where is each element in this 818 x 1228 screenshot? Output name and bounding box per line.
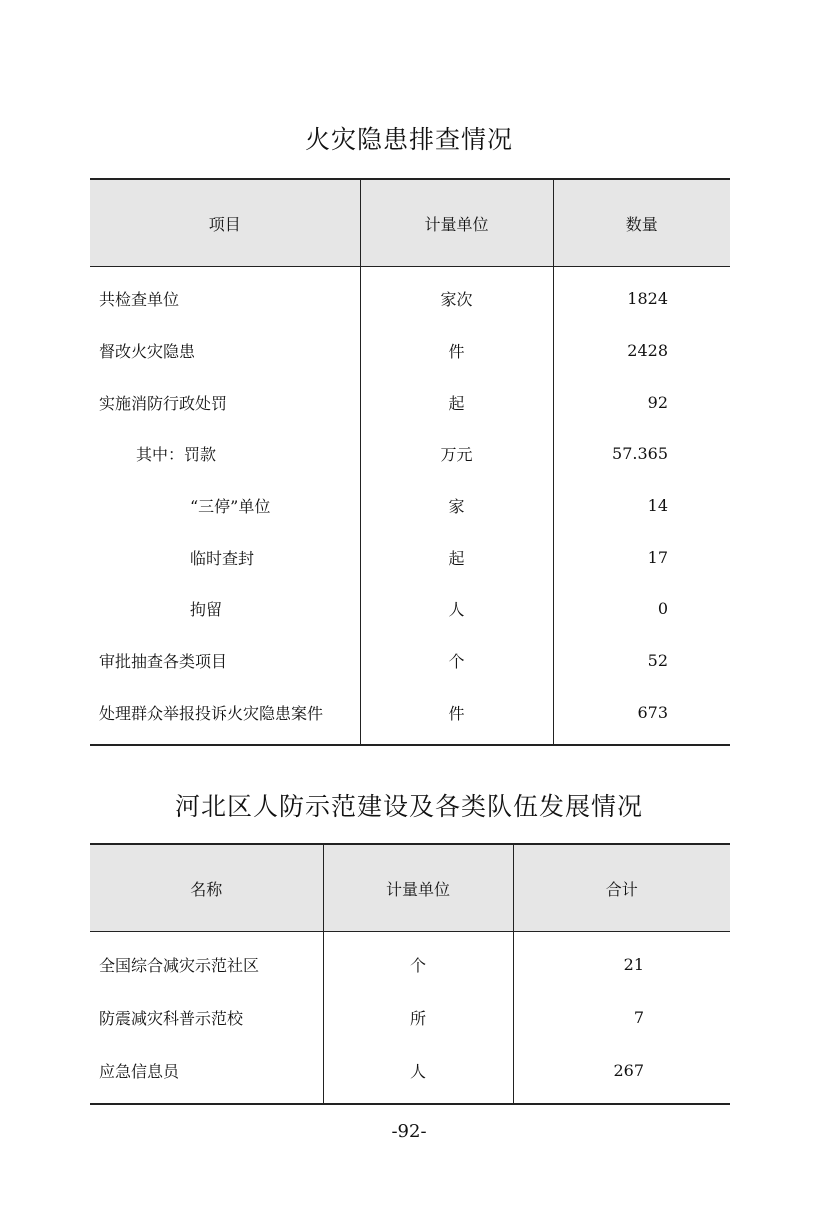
row-value: 7 xyxy=(633,1008,644,1027)
table-row xyxy=(90,376,730,428)
column-header: 计量单位 xyxy=(360,179,553,267)
table-header-row xyxy=(90,844,730,932)
row-name: 拘留 xyxy=(90,583,360,635)
row-value: 673 xyxy=(637,702,668,722)
row-unit: 起 xyxy=(360,531,553,583)
row-unit: 家次 xyxy=(360,267,553,325)
row-value: 17 xyxy=(647,547,668,567)
row-unit: 家 xyxy=(360,480,553,532)
row-unit: 件 xyxy=(360,687,553,746)
row-value: 0 xyxy=(657,599,668,619)
column-header: 计量单位 xyxy=(323,844,513,932)
row-value: 21 xyxy=(623,955,644,974)
table-row xyxy=(90,991,730,1044)
row-unit: 人 xyxy=(360,583,553,635)
row-name: 处理群众举报投诉火灾隐患案件 xyxy=(90,687,360,746)
table-header-row xyxy=(90,179,730,267)
row-value: 2428 xyxy=(627,341,668,361)
row-name: “三停”单位 xyxy=(90,480,360,532)
row-value: 92 xyxy=(647,392,668,412)
row-value: 1824 xyxy=(627,289,668,309)
table-row xyxy=(90,687,730,746)
row-unit: 万元 xyxy=(360,428,553,480)
row-name: 防震减灾科普示范校 xyxy=(90,991,323,1044)
table-row xyxy=(90,325,730,377)
row-unit: 人 xyxy=(323,1044,513,1104)
row-value: 57.365 xyxy=(612,444,668,464)
table1-title: 火灾隐患排查情况 xyxy=(304,125,513,154)
table-row xyxy=(90,267,730,325)
row-value: 14 xyxy=(647,496,668,516)
row-unit: 所 xyxy=(323,991,513,1044)
column-header: 合计 xyxy=(605,879,638,899)
row-name: 实施消防行政处罚 xyxy=(90,376,360,428)
row-name: 应急信息员 xyxy=(90,1044,323,1104)
row-name: 临时查封 xyxy=(90,531,360,583)
fire-hazard-table xyxy=(90,178,730,746)
row-value: 267 xyxy=(613,1061,644,1080)
column-header: 数量 xyxy=(625,214,658,234)
table-row xyxy=(90,480,730,532)
column-header: 项目 xyxy=(90,179,360,267)
table-row xyxy=(90,635,730,687)
row-unit: 起 xyxy=(360,376,553,428)
table-row xyxy=(90,932,730,992)
row-name: 全国综合减灾示范社区 xyxy=(90,932,323,992)
row-value: 52 xyxy=(647,651,668,671)
table-row xyxy=(90,1044,730,1104)
column-header: 名称 xyxy=(90,844,323,932)
civil-defense-table xyxy=(90,843,730,1105)
row-name: 共检查单位 xyxy=(90,267,360,325)
table-row xyxy=(90,531,730,583)
row-unit: 件 xyxy=(360,325,553,377)
page-number: -92- xyxy=(391,1121,427,1142)
row-unit: 个 xyxy=(360,635,553,687)
row-name: 督改火灾隐患 xyxy=(90,325,360,377)
row-name: 其中：罚款 xyxy=(90,428,360,480)
row-unit: 个 xyxy=(323,932,513,992)
row-name: 审批抽查各类项目 xyxy=(90,635,360,687)
table-row xyxy=(90,428,730,480)
table-row xyxy=(90,583,730,635)
table2-title: 河北区人防示范建设及各类队伍发展情况 xyxy=(174,792,643,821)
